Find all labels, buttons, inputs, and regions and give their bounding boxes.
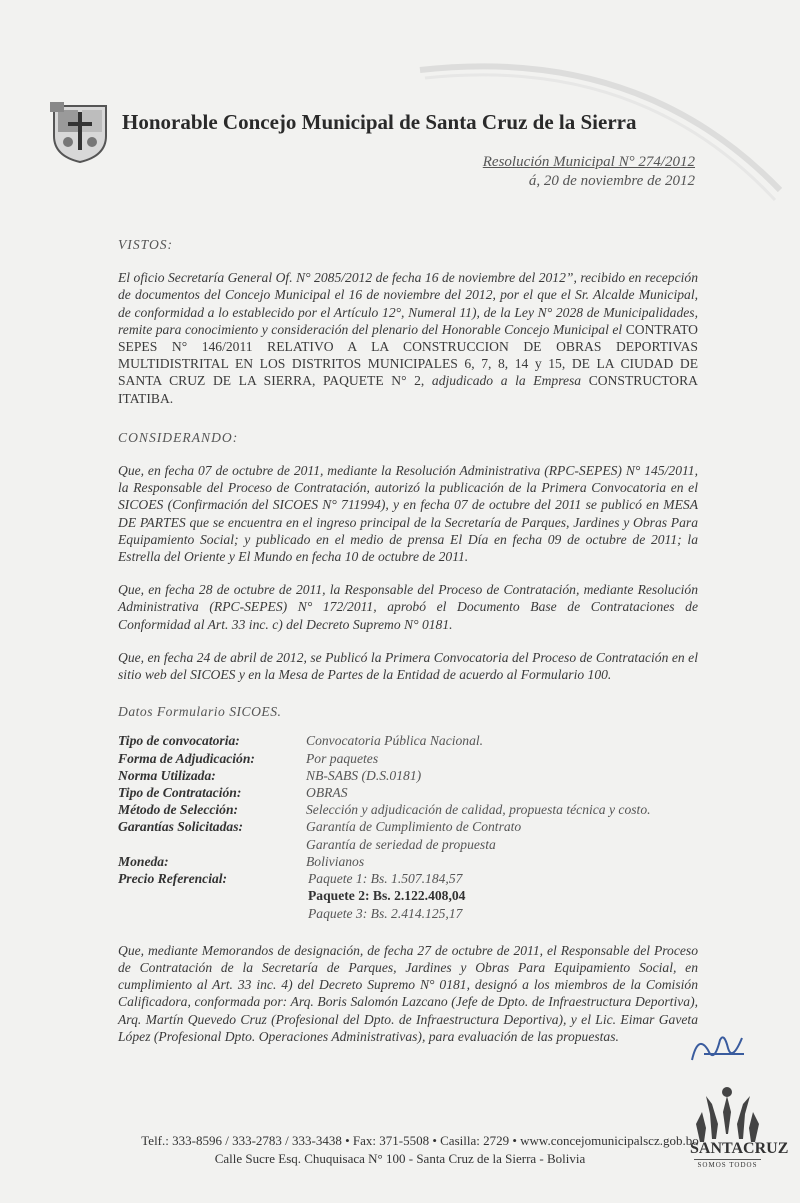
adjudicated-text: adjudicado a la Empresa: [431, 373, 582, 389]
considerando-paragraph-2: Que, en fecha 28 de octubre de 2011, la Responsable del Proceso de Contratación, mediante Resolución Administrativa (RPC-SEPES) N° 172/2011, aprobó el Documento Base de Contrataciones de Conformidad al Art. 33 inc. c) del Decreto Supremo N° 0181.: [118, 582, 698, 632]
considerando-paragraph-3: Que, en fecha 24 de abril de 2012, se Publicó la Primera Convocatoria del Proceso de Contratación en el sitio web del SICOES y en la Mesa de Partes de la Entidad de acuerdo al Formulario 100.: [118, 649, 698, 683]
row-label: Tipo de convocatoria:: [118, 733, 240, 749]
row-label: [118, 836, 306, 853]
table-row: [118, 801, 698, 818]
vistos-heading: VISTOS:: [118, 237, 174, 252]
footer: [0, 1132, 800, 1168]
table-row: [118, 784, 698, 801]
logo-wordmark: SANTACRUZ: [690, 1140, 789, 1157]
resolution-date: á, 20 de noviembre de 2012: [528, 173, 695, 189]
signature-icon: [684, 1030, 754, 1070]
row-label: Moneda:: [118, 853, 169, 869]
row-value: Garantía de Cumplimiento de Contrato: [306, 819, 522, 835]
sicoes-table: [118, 732, 698, 921]
row-value: Paquete 2: Bs. 2.122.408,04: [308, 888, 466, 904]
contract-title: CONTRATO SEPES N° 146/2011 RELATIVO A LA CONSTRUCCION DE OBRAS DEPORTIVAS MULTIDISTRITAL EN LOS DISTRITOS MUNICIPALES 6, 7, 8, 14 y 15, DE LA CIUDAD DE SANTA CRUZ DE LA SIERRA, PAQUETE N° 2,: [118, 321, 698, 389]
row-value: Paquete 3: Bs. 2.414.125,17: [308, 905, 463, 921]
table-row: [118, 750, 698, 767]
company-name: CONSTRUCTORA ITATIBA.: [118, 373, 698, 406]
table-row: [118, 818, 698, 835]
row-value: Garantía de seriedad de propuesta: [306, 836, 496, 852]
table-row: [118, 732, 698, 749]
considerando-heading: CONSIDERANDO:: [118, 429, 239, 445]
resolution-number: Resolución Municipal N° 274/2012: [482, 154, 695, 170]
row-label: Precio Referencial:: [118, 871, 228, 887]
row-label: [118, 887, 306, 904]
table-row: [118, 767, 698, 784]
vistos-paragraph: [118, 269, 698, 407]
table-row: [118, 853, 698, 870]
row-value: NB-SABS (D.S.0181): [306, 767, 422, 783]
footer-address: Calle Sucre Esq. Chuquisaca N° 100 - Santa Cruz de la Sierra - Bolivia: [214, 1151, 586, 1166]
organization-title: Honorable Concejo Municipal de Santa Cruz de la Sierra: [122, 110, 637, 134]
row-label: Forma de Adjudicación:: [118, 750, 255, 766]
table-row: [118, 870, 698, 887]
row-value: Paquete 1: Bs. 1.507.184,57: [308, 871, 463, 887]
document-body: [118, 236, 698, 1045]
footer-contact: Telf.: 333-8596 / 333-2783 / 333-3438 • Fax: 371-5508 • Casilla: 2729 • www.concejomunicipalscz.gob.bo: [141, 1133, 699, 1148]
table-row: [118, 887, 698, 904]
closing-paragraph: Que, mediante Memorandos de designación, de fecha 27 de octubre de 2011, el Responsable del Proceso de Contratación de la Secretaría de Parques, Jardines y Obras Para Equipamiento Social, en cumplimiento al Art. 33 inc. 4) del Decreto Supremo N° 0181, designó a los miembros de la Comisión Calificadora, conformada por: Arq. Boris Salomón Lazcano (Jefe de Dpto. de Infraestructura Deportiva), Arq. Martín Quevedo Cruz (Profesional del Dpto. de Infraestructura Deportiva), y el Lic. Eimar Gaveta López (Profesional Dpto. Operaciones Administrativas), para evaluación de las propuestas.: [118, 942, 698, 1044]
sicoes-heading: Datos Formulario SICOES.: [118, 704, 282, 720]
considerando-paragraph-1: Que, en fecha 07 de octubre de 2011, mediante la Resolución Administrativa (RPC-SEPES) N° 145/2011, la Responsable del Proceso de Contratación, autorizó la publicación de la Primera Convocatoria en el SICOES (Confirmación del SICOES N° 711994), y en fecha 07 de octubre del 2011 se publicó en MESA DE PARTES que se encuentra en el ingreso principal de la Secretaría de Parques, Jardines y Obras Para Equipamiento Social; y publicado en el medio de prensa El Día en fecha 09 de octubre de 2011; la Estrella del Oriente y El Mundo en fecha 10 de octubre de 2011.: [118, 463, 698, 565]
resolution-block: [483, 153, 695, 191]
row-label: Método de Selección:: [118, 802, 239, 818]
logo-tagline: SOMOS TODOS: [694, 1159, 761, 1169]
table-row: [118, 836, 698, 853]
municipal-crest-icon: [48, 100, 112, 164]
row-label: Tipo de Contratación:: [118, 785, 242, 801]
row-label: [118, 905, 306, 922]
row-value: Selección y adjudicación de calidad, propuesta técnica y costo.: [306, 802, 651, 818]
vistos-intro-text: El oficio Secretaría General Of. N° 2085/2012 de fecha 16 de noviembre del 2012”, recibido en recepción de documentos del Concejo Municipal el 16 de noviembre del 2012, por el que el Sr. Alcalde Municipal, de conformidad a lo establecido por el Artículo 12°, Numeral 11), de la Ley N° 2028 de Municipalidades, remite para conocimiento y consideración del plenario del Honorable Concejo Municipal el: [118, 270, 698, 337]
table-row: [118, 905, 698, 922]
row-value: Por paquetes: [306, 750, 379, 766]
row-value: Convocatoria Pública Nacional.: [306, 733, 484, 749]
row-label: Garantías Solicitadas:: [118, 819, 244, 835]
row-value: Bolivianos: [306, 853, 365, 869]
row-label: Norma Utilizada:: [118, 767, 216, 783]
row-value: OBRAS: [306, 785, 348, 801]
